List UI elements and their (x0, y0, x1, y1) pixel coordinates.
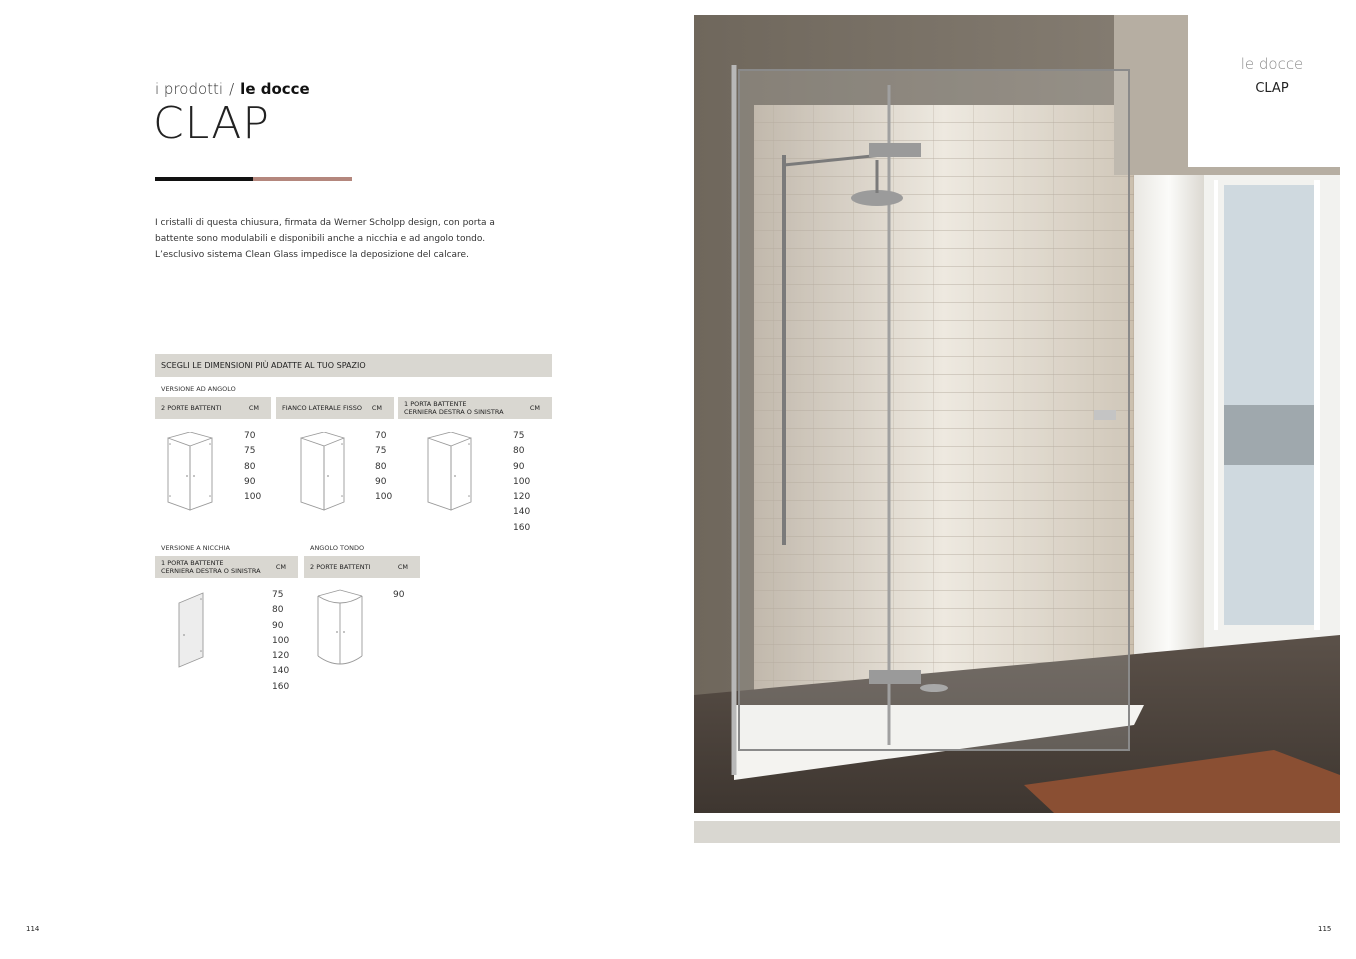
dimension-value: 80 (375, 461, 387, 472)
dimension-value: 160 (513, 522, 531, 533)
dimension-value: 100 (272, 635, 290, 646)
niche-one-door-diagram (175, 591, 207, 669)
angolo-tondo-label: ANGOLO TONDO (310, 544, 365, 552)
unit-label: CM (529, 404, 540, 412)
column-header-niche-one-door (155, 556, 298, 578)
dimension-value: 80 (513, 446, 525, 457)
breadcrumb-section[interactable]: i prodotti (155, 80, 224, 98)
column-header-two-doors (155, 397, 271, 419)
corner-one-door-diagram (425, 432, 475, 512)
dimension-value: 90 (375, 476, 387, 487)
dimension-value: 100 (244, 492, 262, 503)
dimension-value: 80 (272, 605, 284, 616)
dimension-value: 75 (513, 431, 525, 441)
column-header-text: FIANCO LATERALE FISSO (282, 404, 362, 412)
page-number-left: 114 (26, 925, 40, 933)
dimension-list-niche (272, 588, 289, 695)
dimension-value: 120 (513, 492, 531, 503)
breadcrumb-current: le docce (240, 80, 310, 98)
dimension-value: 80 (244, 461, 256, 472)
dimension-value: 100 (513, 476, 531, 487)
column-header-round-corner (304, 556, 420, 578)
round-corner-diagram (314, 588, 366, 666)
column-header-text (161, 559, 269, 575)
intro-paragraph: I cristalli di questa chiusura, firmata da Werner Scholpp design, con porta a battente sono modulabili e disponibili anche a nicchia e ad angolo tondo. L’esclusivo sistema Clean Glass impedisce la deposizione del calcare. (155, 218, 495, 260)
title-underline-dark (155, 177, 253, 181)
column-header-line1: 1 PORTA BATTENTE (161, 559, 224, 567)
dimension-value: 90 (244, 476, 256, 487)
dimension-value: 75 (375, 446, 387, 457)
title-underline-brown (253, 177, 352, 181)
dimension-value: 70 (244, 431, 256, 441)
dimension-list-one-door (513, 429, 530, 536)
unit-label: CM (248, 404, 259, 412)
versione-angolo-label: VERSIONE AD ANGOLO (161, 385, 236, 393)
corner-fixed-side-diagram (298, 432, 348, 512)
column-header-text: 2 PORTE BATTENTI (161, 404, 222, 412)
column-header-fixed-side (276, 397, 394, 419)
column-header-text (404, 400, 512, 416)
breadcrumb (155, 80, 310, 98)
page-title: CLAP (153, 98, 270, 149)
dimension-value: 90 (393, 590, 405, 600)
caption-bar (694, 821, 1340, 843)
dimension-value: 160 (272, 681, 290, 692)
dimension-value: 90 (272, 620, 284, 631)
column-header-text: 2 PORTE BATTENTI (310, 563, 371, 571)
dimension-list-two-doors (244, 429, 261, 505)
unit-label: CM (371, 404, 382, 412)
column-header-one-door (398, 397, 552, 419)
column-header-line2: CERNIERA DESTRA O SINISTRA (161, 567, 261, 575)
dimension-value: 120 (272, 651, 290, 662)
dimension-list-fixed-side (375, 429, 392, 505)
versione-nicchia-label: VERSIONE A NICCHIA (161, 544, 230, 552)
product-category-label: le docce (1240, 55, 1304, 73)
column-header-line1: 1 PORTA BATTENTE (404, 400, 467, 408)
dimension-value: 140 (272, 666, 290, 677)
dimension-value: 75 (244, 446, 256, 457)
dimension-value: 75 (272, 590, 284, 600)
dimension-value: 70 (375, 431, 387, 441)
corner-two-doors-diagram (164, 432, 216, 512)
breadcrumb-separator: / (229, 80, 235, 98)
dimension-list-round-corner (393, 588, 404, 603)
dimension-value: 140 (513, 507, 531, 518)
sizes-heading (155, 354, 552, 377)
sizes-heading-text: SCEGLI LE DIMENSIONI PIÙ ADATTE AL TUO SPAZIO (161, 361, 366, 370)
product-name-label: CLAP (1255, 81, 1289, 96)
unit-label: CM (275, 563, 286, 571)
page-number-right: 115 (1318, 925, 1332, 933)
column-header-line2: CERNIERA DESTRA O SINISTRA (404, 408, 504, 416)
dimension-value: 90 (513, 461, 525, 472)
dimension-value: 100 (375, 492, 393, 503)
unit-label: CM (397, 563, 408, 571)
